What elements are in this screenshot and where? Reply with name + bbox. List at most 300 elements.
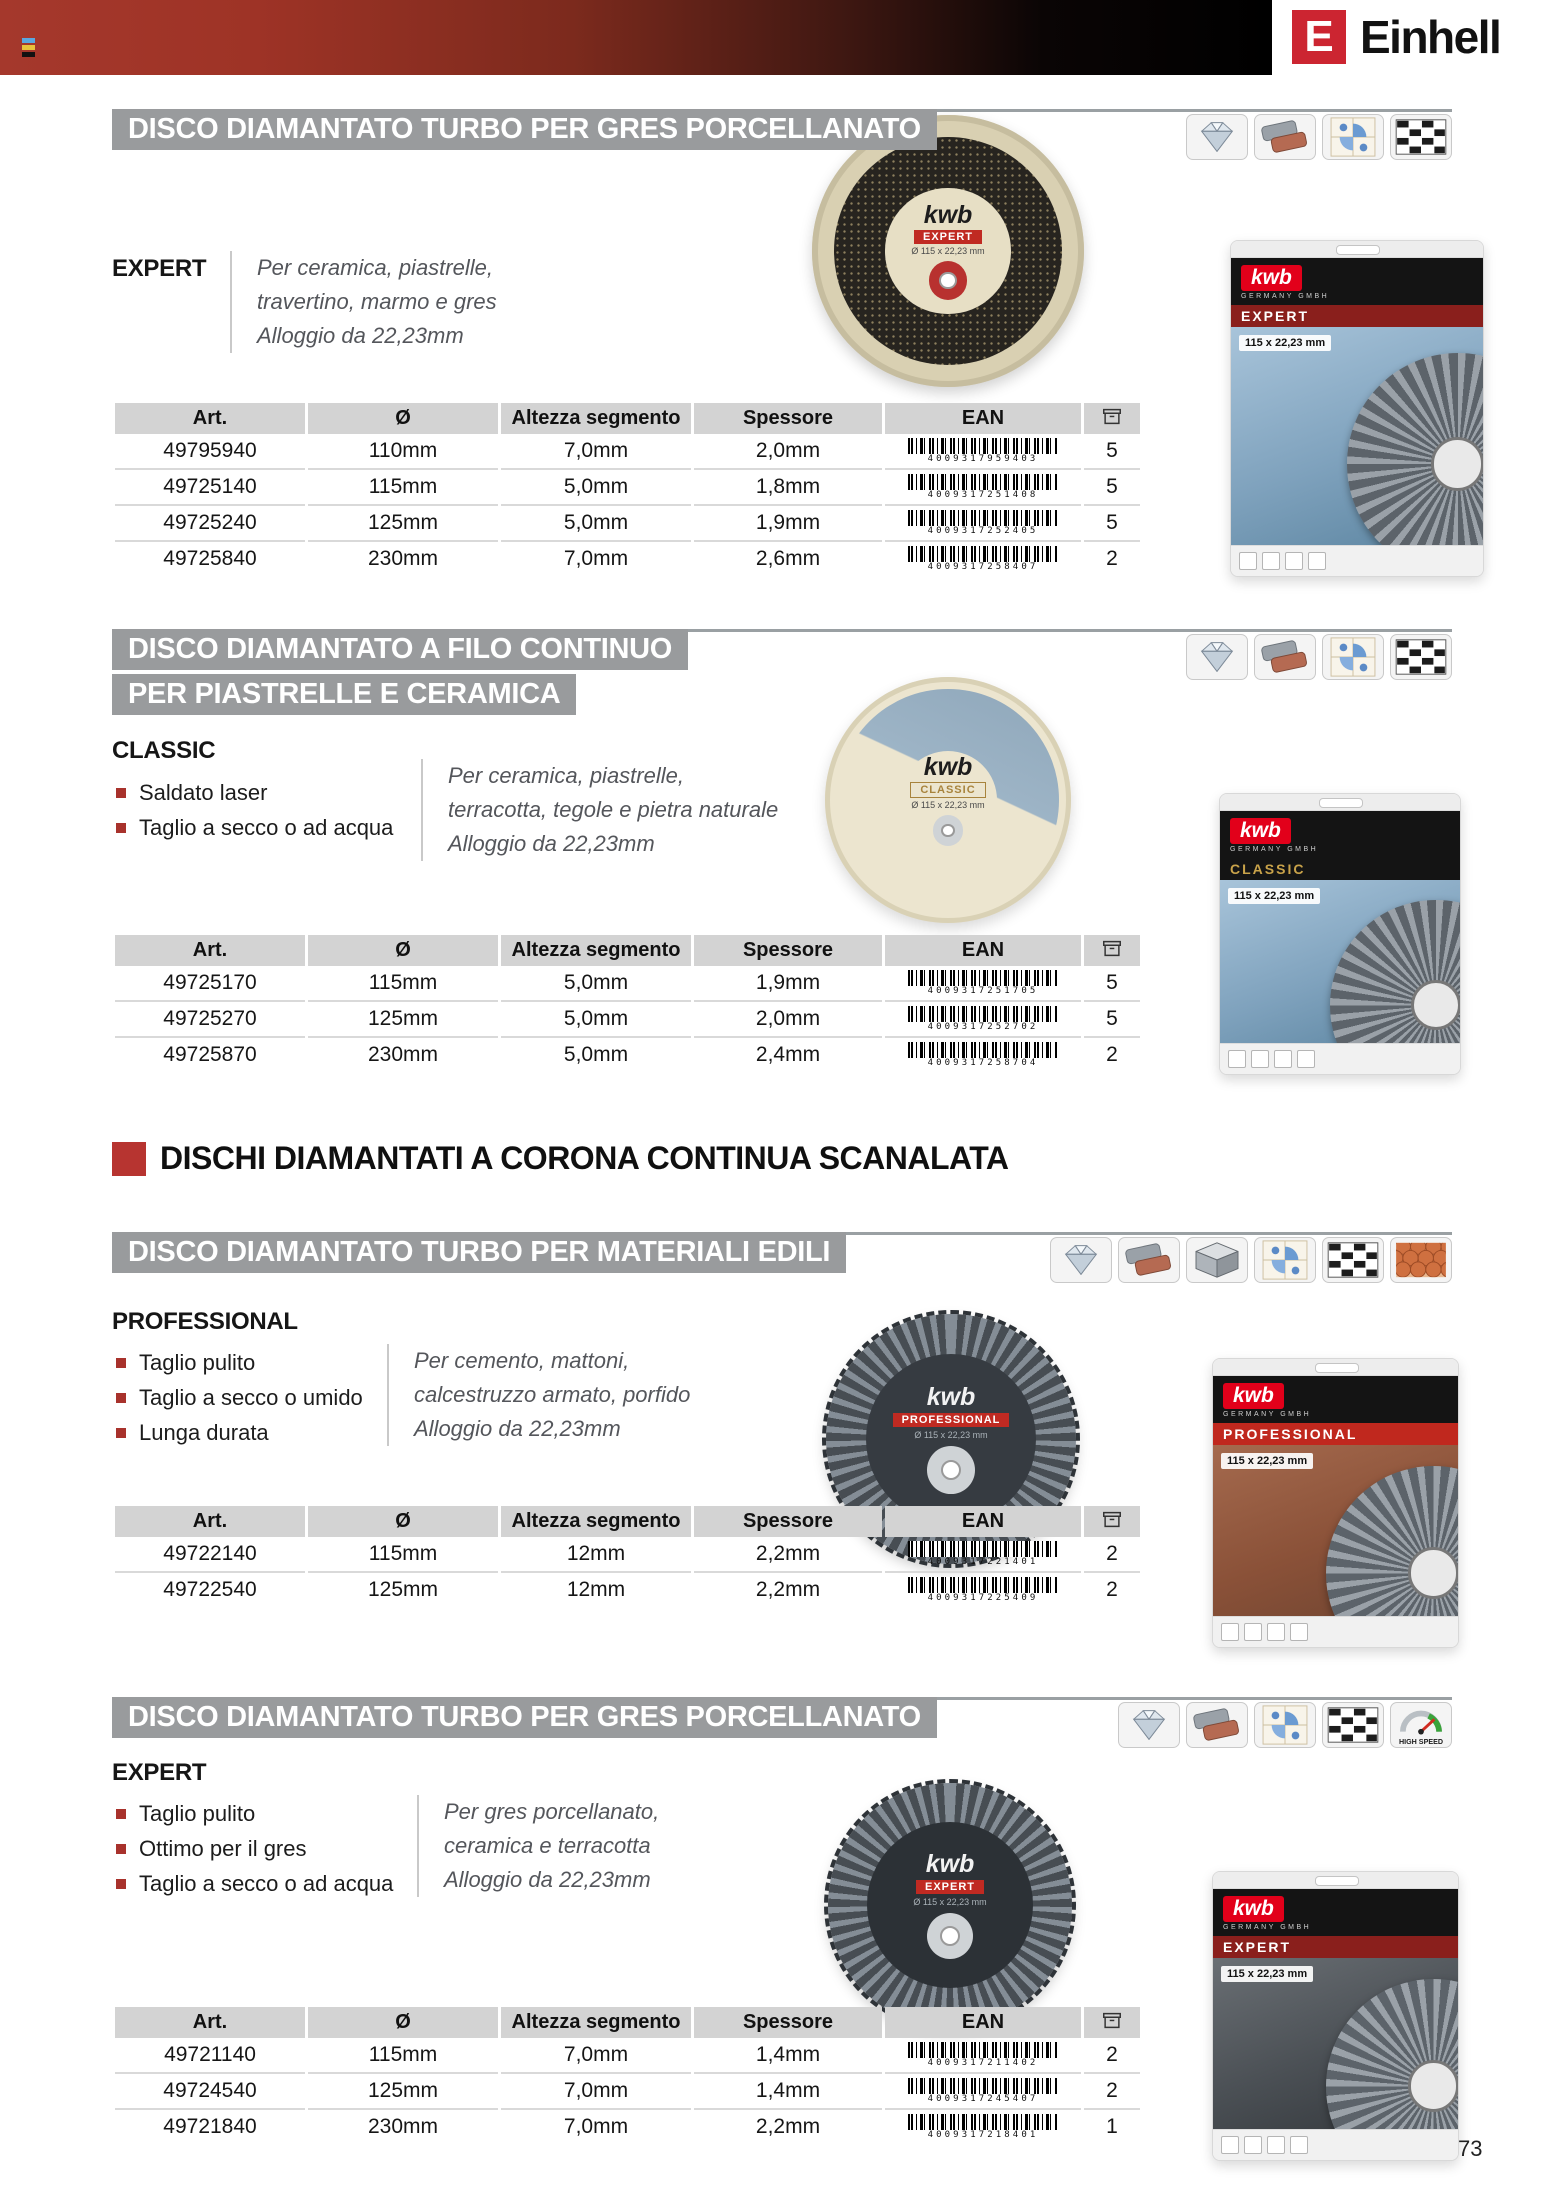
diamond-icon bbox=[1186, 114, 1248, 160]
segment-cell: 7,0mm bbox=[501, 540, 691, 576]
einhell-logo-icon: E bbox=[1292, 10, 1346, 64]
col-thickness: Spessore bbox=[694, 403, 882, 434]
bullet-text: Saldato laser bbox=[139, 780, 268, 805]
package-size-text: 115 x 22,23 mm bbox=[1228, 888, 1320, 904]
package-hang-tab bbox=[1213, 1872, 1458, 1889]
bullet-text: Taglio pulito bbox=[139, 1350, 256, 1375]
package-size-text: 115 x 22,23 mm bbox=[1221, 1453, 1313, 1469]
table-row bbox=[115, 540, 1140, 576]
product-section bbox=[112, 105, 1452, 625]
disc-brand: kwb bbox=[925, 1849, 975, 1878]
ean-cell bbox=[885, 2072, 1081, 2108]
package-disc-graphic bbox=[1330, 900, 1460, 1043]
disc-label bbox=[899, 751, 997, 849]
spec-pictogram bbox=[1221, 2136, 1239, 2154]
disc-label bbox=[867, 1822, 1033, 1988]
description-line: Per ceramica, piastrelle, bbox=[448, 763, 684, 788]
art-cell: 49725270 bbox=[115, 1000, 305, 1036]
table-row bbox=[115, 1000, 1140, 1036]
package-size-text: 115 x 22,23 mm bbox=[1221, 1966, 1313, 1982]
diameter-cell: 125mm bbox=[308, 1000, 498, 1036]
disc-brand: kwb bbox=[923, 201, 973, 230]
feature-bullets bbox=[116, 1801, 393, 1906]
package-product-image bbox=[1212, 1871, 1459, 2161]
art-cell: 49725170 bbox=[163, 971, 257, 994]
spec-pictogram bbox=[1290, 2136, 1308, 2154]
section-title-line: DISCO DIAMANTATO TURBO PER MATERIALI EDILI bbox=[112, 1232, 846, 1273]
barcode-digits: 4009317258407 bbox=[927, 561, 1039, 572]
product-description bbox=[230, 251, 497, 353]
disc-product-image bbox=[812, 115, 1084, 387]
feature-bullet bbox=[116, 1871, 393, 1897]
ean-barcode bbox=[908, 1577, 1058, 1603]
segment-cell: 5,0mm bbox=[501, 468, 691, 504]
thickness-cell: 1,4mm bbox=[755, 2043, 821, 2066]
table-row bbox=[115, 504, 1140, 540]
product-description bbox=[417, 1795, 659, 1897]
feature-bullets bbox=[116, 1350, 363, 1455]
package-pictogram-row bbox=[1213, 2129, 1458, 2160]
spec-pictogram bbox=[1308, 552, 1326, 570]
diameter-cell: 230mm bbox=[308, 2108, 498, 2144]
disc-size-text: Ø 115 x 22,23 mm bbox=[914, 1430, 988, 1441]
ean-cell bbox=[885, 1537, 1081, 1571]
ean-cell bbox=[885, 966, 1081, 1000]
qty-cell: 2 bbox=[1084, 2072, 1140, 2108]
qty-cell: 5 bbox=[1084, 468, 1140, 504]
bullet-text: Taglio a secco o ad acqua bbox=[139, 815, 394, 840]
ean-barcode bbox=[908, 510, 1058, 536]
wall-icon bbox=[1390, 634, 1452, 680]
barcode-digits: 4009317251705 bbox=[927, 985, 1039, 996]
grade-label: EXPERT bbox=[112, 1759, 207, 1786]
disc-brand: kwb bbox=[923, 753, 973, 782]
barcode-bars bbox=[908, 546, 1058, 562]
segment-cell: 7,0mm bbox=[501, 2072, 691, 2108]
qty-cell: 5 bbox=[1084, 1000, 1140, 1036]
feature-bullet bbox=[116, 1836, 393, 1862]
section-title-line: DISCO DIAMANTATO TURBO PER GRES PORCELLANATO bbox=[112, 109, 937, 150]
product-description bbox=[387, 1344, 690, 1446]
barcode-digits: 4009317251408 bbox=[927, 489, 1039, 500]
ean-cell bbox=[885, 1000, 1081, 1036]
tiles-icon bbox=[1322, 634, 1384, 680]
package-header bbox=[1220, 811, 1460, 858]
feature-bullet bbox=[116, 1350, 363, 1376]
table-row bbox=[115, 1036, 1140, 1072]
application-icons bbox=[1118, 1702, 1452, 1748]
category-marker-icon bbox=[112, 1142, 146, 1176]
ean-cell bbox=[885, 1571, 1081, 1607]
col-diameter: Ø bbox=[308, 2007, 498, 2038]
kwb-logo: kwb bbox=[1223, 1383, 1284, 1409]
art-cell: 49721840 bbox=[115, 2108, 305, 2144]
package-pictogram-row bbox=[1213, 1616, 1458, 1647]
disc-bore-hole bbox=[940, 1926, 960, 1946]
thickness-cell: 1,8mm bbox=[694, 468, 882, 504]
ean-barcode bbox=[908, 438, 1058, 464]
bullet-square-icon bbox=[116, 788, 126, 798]
diameter-cell: 115mm bbox=[368, 971, 438, 994]
art-cell: 49725140 bbox=[115, 468, 305, 504]
ean-cell bbox=[885, 540, 1081, 576]
col-qty bbox=[1084, 1506, 1140, 1537]
disc-grade-chip: EXPERT bbox=[916, 1880, 984, 1894]
package-hang-tab bbox=[1213, 1359, 1458, 1376]
spec-pictogram bbox=[1262, 552, 1280, 570]
feature-bullets bbox=[116, 780, 393, 850]
diamond-icon bbox=[1186, 634, 1248, 680]
product-section bbox=[112, 1228, 1452, 1693]
spec-pictogram bbox=[1290, 1623, 1308, 1641]
feature-bullet bbox=[116, 815, 393, 841]
ean-barcode bbox=[908, 2078, 1058, 2104]
package-photo bbox=[1213, 1958, 1458, 2129]
ean-cell bbox=[885, 434, 1081, 468]
ean-cell bbox=[885, 2038, 1081, 2072]
page-number: 73 bbox=[1458, 2136, 1483, 2161]
barcode-bars bbox=[908, 1577, 1058, 1593]
kwb-sub-text: GERMANY GMBH bbox=[1241, 293, 1330, 300]
diamond-icon bbox=[1118, 1702, 1180, 1748]
disc-label bbox=[866, 1354, 1036, 1524]
col-art: Art. bbox=[115, 935, 305, 966]
segment-cell: 7,0mm bbox=[563, 439, 629, 462]
section-title bbox=[112, 1232, 846, 1273]
segment-cell: 12mm bbox=[501, 1571, 691, 1607]
diameter-cell: 125mm bbox=[308, 2072, 498, 2108]
disc-product-image bbox=[828, 1783, 1072, 2027]
package-photo bbox=[1220, 880, 1460, 1043]
barcode-bars bbox=[908, 1006, 1058, 1022]
ean-cell bbox=[885, 1036, 1081, 1072]
section-title bbox=[112, 629, 688, 715]
barcode-bars bbox=[908, 2114, 1058, 2130]
section-title-line: DISCO DIAMANTATO TURBO PER GRES PORCELLANATO bbox=[112, 1697, 937, 1738]
package-size-text: 115 x 22,23 mm bbox=[1239, 335, 1331, 351]
package-disc-hole bbox=[1408, 2060, 1458, 2112]
table-row bbox=[115, 468, 1140, 504]
svg-text:HIGH SPEED: HIGH SPEED bbox=[1398, 1738, 1444, 1746]
table-row bbox=[115, 1571, 1140, 1607]
disc-product-image bbox=[825, 677, 1071, 923]
shingles-icon bbox=[1118, 1237, 1180, 1283]
spec-pictogram bbox=[1251, 1050, 1269, 1068]
qty-cell: 2 bbox=[1084, 540, 1140, 576]
segment-cell: 5,0mm bbox=[501, 1036, 691, 1072]
diameter-cell: 125mm bbox=[308, 1571, 498, 1607]
spec-pictogram bbox=[1244, 2136, 1262, 2154]
barcode-bars bbox=[908, 970, 1058, 986]
description-line: terracotta, tegole e pietra naturale bbox=[448, 797, 779, 822]
product-description bbox=[421, 759, 778, 861]
spec-pictogram bbox=[1239, 552, 1257, 570]
col-qty bbox=[1084, 935, 1140, 966]
package-qty-icon bbox=[1101, 1508, 1123, 1530]
qty-cell: 2 bbox=[1106, 1542, 1118, 1565]
product-section bbox=[112, 1693, 1452, 2173]
col-ean: EAN bbox=[885, 2007, 1081, 2038]
disc-size-text: Ø 115 x 22,23 mm bbox=[913, 1896, 987, 1907]
col-ean: EAN bbox=[885, 403, 1081, 434]
package-disc-graphic bbox=[1326, 1979, 1458, 2129]
qty-cell: 5 bbox=[1106, 971, 1118, 994]
col-ean: EAN bbox=[885, 1506, 1081, 1537]
ean-barcode bbox=[908, 2114, 1058, 2140]
barcode-bars bbox=[908, 438, 1058, 454]
col-thickness: Spessore bbox=[694, 2007, 882, 2038]
ean-barcode bbox=[908, 2042, 1058, 2068]
segment-cell: 5,0mm bbox=[501, 504, 691, 540]
thickness-cell: 1,9mm bbox=[755, 971, 821, 994]
barcode-digits: 4009317221401 bbox=[927, 1556, 1039, 1567]
barcode-bars bbox=[908, 2078, 1058, 2094]
thickness-cell: 2,0mm bbox=[755, 439, 821, 462]
description-line: Per gres porcellanato, bbox=[444, 1799, 660, 1824]
qty-cell: 5 bbox=[1084, 504, 1140, 540]
kwb-sub-text: GERMANY GMBH bbox=[1223, 1411, 1312, 1418]
art-cell: 49722140 bbox=[163, 1542, 257, 1565]
description-line: Alloggio da 22,23mm bbox=[448, 831, 655, 856]
package-photo bbox=[1213, 1445, 1458, 1616]
diameter-cell: 115mm bbox=[368, 1542, 438, 1565]
shingles-icon bbox=[1254, 114, 1316, 160]
disc-bore-hole bbox=[941, 1460, 962, 1481]
package-header bbox=[1213, 1376, 1458, 1423]
package-disc-graphic bbox=[1326, 1466, 1458, 1616]
tiles-icon bbox=[1254, 1237, 1316, 1283]
art-cell: 49725840 bbox=[115, 540, 305, 576]
art-cell: 49795940 bbox=[163, 439, 257, 462]
cube-icon bbox=[1186, 1237, 1248, 1283]
bullet-text: Taglio a secco o umido bbox=[139, 1385, 363, 1410]
qty-cell: 2 bbox=[1106, 2043, 1118, 2066]
thickness-cell: 2,2mm bbox=[694, 1571, 882, 1607]
table-header-row bbox=[115, 403, 1140, 434]
description-line: calcestruzzo armato, porfido bbox=[414, 1382, 691, 1407]
thickness-cell: 2,0mm bbox=[694, 1000, 882, 1036]
disc-grade-chip: PROFESSIONAL bbox=[893, 1413, 1010, 1427]
feature-bullet bbox=[116, 1385, 363, 1411]
barcode-digits: 4009317252702 bbox=[927, 1021, 1039, 1032]
section-title bbox=[112, 109, 937, 150]
segment-cell: 5,0mm bbox=[563, 971, 629, 994]
section-title bbox=[112, 1697, 937, 1738]
package-product-image bbox=[1230, 240, 1484, 577]
barcode-bars bbox=[908, 1042, 1058, 1058]
barcode-digits: 4009317211402 bbox=[927, 2057, 1039, 2068]
package-grade-band: EXPERT bbox=[1231, 305, 1483, 327]
table-row bbox=[115, 1537, 1140, 1571]
disc-hub bbox=[927, 1446, 975, 1494]
einhell-logo-text: Einhell bbox=[1360, 11, 1501, 63]
disc-grade-chip: EXPERT bbox=[914, 230, 982, 244]
col-art: Art. bbox=[115, 1506, 305, 1537]
diameter-cell: 110mm bbox=[368, 439, 438, 462]
disc-grade-chip: CLASSIC bbox=[910, 782, 985, 798]
col-thickness: Spessore bbox=[694, 1506, 882, 1537]
package-grade-band: PROFESSIONAL bbox=[1213, 1423, 1458, 1445]
ean-cell bbox=[885, 468, 1081, 504]
shingles-icon bbox=[1186, 1702, 1248, 1748]
ean-barcode bbox=[908, 1042, 1058, 1068]
wall-icon bbox=[1390, 114, 1452, 160]
feature-bullet bbox=[116, 780, 393, 806]
disc-label bbox=[885, 188, 1010, 313]
package-header bbox=[1231, 258, 1483, 305]
grade-label: CLASSIC bbox=[112, 737, 216, 764]
table-row bbox=[115, 2072, 1140, 2108]
barcode-digits: 4009317959403 bbox=[927, 453, 1039, 464]
disc-brand: kwb bbox=[926, 1383, 976, 1412]
package-qty-icon bbox=[1101, 937, 1123, 959]
barcode-bars bbox=[908, 510, 1058, 526]
segment-cell: 5,0mm bbox=[501, 1000, 691, 1036]
spec-table bbox=[112, 403, 1143, 576]
diamond-icon bbox=[1050, 1237, 1112, 1283]
ean-barcode bbox=[908, 474, 1058, 500]
disc-size-text: Ø 115 x 22,23 mm bbox=[911, 800, 985, 811]
application-icons bbox=[1186, 634, 1452, 680]
bullet-square-icon bbox=[116, 1428, 126, 1438]
ean-barcode bbox=[908, 1006, 1058, 1032]
application-icons bbox=[1186, 114, 1452, 160]
thickness-cell: 1,9mm bbox=[694, 504, 882, 540]
col-diameter: Ø bbox=[308, 1506, 498, 1537]
spec-table bbox=[112, 2007, 1143, 2144]
art-cell: 49721140 bbox=[164, 2043, 256, 2066]
col-segment: Altezza segmento bbox=[501, 935, 691, 966]
thickness-cell: 2,2mm bbox=[694, 2108, 882, 2144]
ean-cell bbox=[885, 2108, 1081, 2144]
bullet-square-icon bbox=[116, 1809, 126, 1819]
col-art: Art. bbox=[115, 403, 305, 434]
package-pictogram-row bbox=[1220, 1043, 1460, 1074]
shingles-icon bbox=[1254, 634, 1316, 680]
thickness-cell: 2,2mm bbox=[755, 1542, 821, 1565]
description-line: ceramica e terracotta bbox=[444, 1833, 651, 1858]
segment-cell: 7,0mm bbox=[563, 2043, 629, 2066]
section-title-line: DISCO DIAMANTATO A FILO CONTINUO bbox=[112, 629, 688, 670]
bullet-square-icon bbox=[116, 823, 126, 833]
description-line: Alloggio da 22,23mm bbox=[444, 1867, 651, 1892]
disc-bore-hole bbox=[941, 824, 954, 837]
barcode-digits: 4009317258704 bbox=[927, 1057, 1039, 1068]
art-cell: 49722540 bbox=[115, 1571, 305, 1607]
category-heading bbox=[112, 1140, 1009, 1177]
table-row bbox=[115, 2108, 1140, 2144]
wall-icon bbox=[1322, 1702, 1384, 1748]
art-cell: 49725870 bbox=[115, 1036, 305, 1072]
disc-bore-hole bbox=[939, 272, 956, 289]
ean-barcode bbox=[908, 1541, 1058, 1567]
table-row bbox=[115, 434, 1140, 468]
barcode-digits: 4009317225409 bbox=[927, 1592, 1039, 1603]
package-photo bbox=[1231, 327, 1483, 545]
col-thickness: Spessore bbox=[694, 935, 882, 966]
bullet-text: Taglio a secco o ad acqua bbox=[139, 1871, 394, 1896]
table-row bbox=[115, 966, 1140, 1000]
bullet-square-icon bbox=[116, 1844, 126, 1854]
bullet-square-icon bbox=[116, 1393, 126, 1403]
description-line: Alloggio da 22,23mm bbox=[257, 323, 464, 348]
spec-pictogram bbox=[1274, 1050, 1292, 1068]
application-icons bbox=[1050, 1237, 1452, 1283]
diameter-cell: 125mm bbox=[308, 504, 498, 540]
description-line: Alloggio da 22,23mm bbox=[414, 1416, 621, 1441]
spec-pictogram bbox=[1221, 1623, 1239, 1641]
table-header-row bbox=[115, 2007, 1140, 2038]
col-diameter: Ø bbox=[308, 403, 498, 434]
bullet-square-icon bbox=[116, 1358, 126, 1368]
kwb-sub-text: GERMANY GMBH bbox=[1230, 846, 1319, 853]
bullet-text: Taglio pulito bbox=[139, 1801, 256, 1826]
category-heading-text: DISCHI DIAMANTATI A CORONA CONTINUA SCANALATA bbox=[160, 1140, 1009, 1176]
col-qty bbox=[1084, 403, 1140, 434]
table-header-row bbox=[115, 935, 1140, 966]
disc-hub bbox=[933, 815, 964, 846]
description-line: Per ceramica, piastrelle, bbox=[257, 255, 493, 280]
top-gradient-bar bbox=[0, 0, 1272, 75]
barcode-bars bbox=[908, 1541, 1058, 1557]
tiles-icon bbox=[1254, 1702, 1316, 1748]
disc-hub bbox=[929, 261, 968, 300]
col-diameter: Ø bbox=[308, 935, 498, 966]
col-qty bbox=[1084, 2007, 1140, 2038]
col-ean: EAN bbox=[885, 935, 1081, 966]
package-qty-icon bbox=[1101, 2009, 1123, 2031]
page-marker-icon bbox=[22, 38, 35, 57]
package-qty-icon bbox=[1101, 405, 1123, 427]
wall-icon bbox=[1322, 1237, 1384, 1283]
col-segment: Altezza segmento bbox=[501, 403, 691, 434]
package-grade-band: EXPERT bbox=[1213, 1936, 1458, 1958]
kwb-logo: kwb bbox=[1230, 818, 1291, 844]
einhell-logo bbox=[1292, 10, 1500, 64]
section-title-line: PER PIASTRELLE E CERAMICA bbox=[112, 674, 576, 715]
art-cell: 49724540 bbox=[115, 2072, 305, 2108]
ean-barcode bbox=[908, 970, 1058, 996]
barcode-digits: 4009317218401 bbox=[927, 2129, 1039, 2140]
spec-pictogram bbox=[1267, 1623, 1285, 1641]
table-row bbox=[115, 2038, 1140, 2072]
kwb-logo: kwb bbox=[1241, 265, 1302, 291]
qty-cell: 2 bbox=[1084, 1036, 1140, 1072]
feature-bullet bbox=[116, 1420, 363, 1446]
barcode-bars bbox=[908, 474, 1058, 490]
package-hang-tab bbox=[1220, 794, 1460, 811]
spec-pictogram bbox=[1228, 1050, 1246, 1068]
spec-table bbox=[112, 935, 1143, 1072]
segment-cell: 7,0mm bbox=[501, 2108, 691, 2144]
package-grade-band: CLASSIC bbox=[1220, 858, 1460, 880]
barcode-bars bbox=[908, 2042, 1058, 2058]
qty-cell: 5 bbox=[1106, 439, 1118, 462]
diameter-cell: 115mm bbox=[308, 468, 498, 504]
package-hang-tab bbox=[1231, 241, 1483, 258]
description-line: Per cemento, mattoni, bbox=[414, 1348, 630, 1373]
grade-label: EXPERT bbox=[112, 255, 207, 282]
spec-table bbox=[112, 1506, 1143, 1607]
diameter-cell: 230mm bbox=[308, 1036, 498, 1072]
description-line: travertino, marmo e gres bbox=[257, 289, 497, 314]
qty-cell: 1 bbox=[1084, 2108, 1140, 2144]
package-disc-hole bbox=[1431, 437, 1483, 490]
bullet-square-icon bbox=[116, 1879, 126, 1889]
feature-bullet bbox=[116, 1801, 393, 1827]
product-section bbox=[112, 625, 1452, 1135]
col-segment: Altezza segmento bbox=[501, 1506, 691, 1537]
